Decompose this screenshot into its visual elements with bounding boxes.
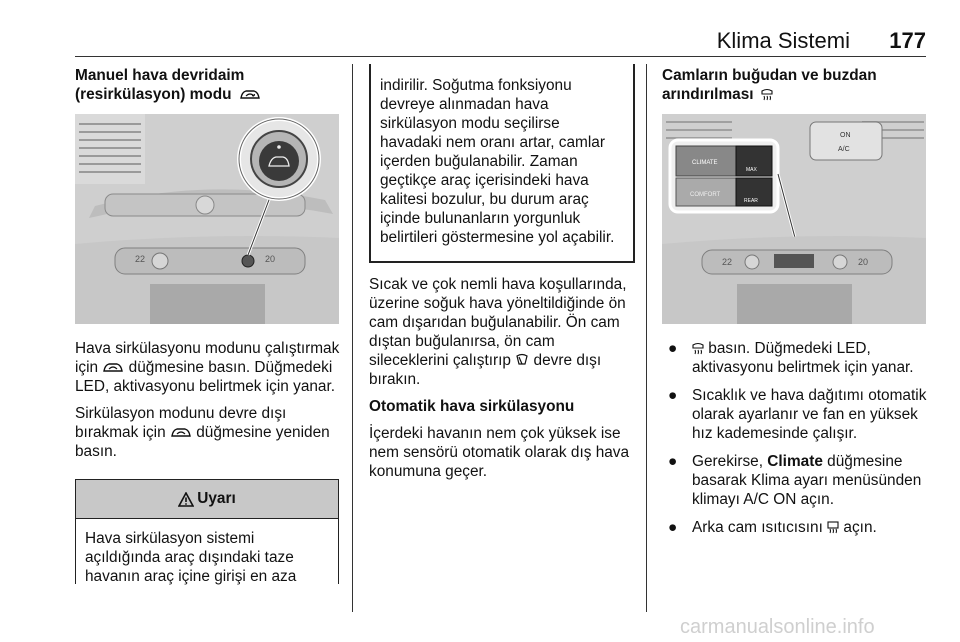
list-item: ● basın. Düğmedeki LED, aktivasyonu belirtmek için yanar. [668, 340, 914, 376]
column-divider-1 [352, 64, 353, 612]
rear-window-heater-icon [827, 520, 839, 534]
temp-left-label: 22 [135, 254, 146, 264]
car-recirculation-icon [170, 425, 192, 439]
warning-header [76, 480, 338, 519]
max-defrost-icon [692, 341, 704, 355]
left-body [75, 339, 343, 469]
warning-triangle-icon [178, 492, 194, 507]
middle-column [369, 275, 635, 489]
warning-continuation-box [369, 64, 635, 263]
defrost-heading: Camların buğudan ve buzdan arındırılması [662, 67, 877, 103]
list-item: ● Gerekirse, Climate düğmesine basarak Klima ayarı menüsünden klimayı A/C ON açın. [668, 453, 922, 508]
fig-ac-label: A/C [838, 146, 850, 153]
dashboard-illustration [75, 114, 339, 324]
fig-max-label: MAX [746, 167, 757, 173]
auto-recirc-heading: Otomatik hava sirkülasyonu [369, 398, 575, 415]
fog-paragraph: Sıcak ve çok nemli hava koşullarında, üzerine soğuk hava yöneltildiğinde ön cam dışarıdan buğulanabilir. Ön cam dıştan buğulanırsa, ön cam sileceklerini çalıştırıp devre dışı bırakın. [369, 276, 627, 388]
defrost-steps [662, 339, 927, 546]
fig-rear-label: REAR [744, 198, 758, 204]
windshield-wiper-icon [515, 353, 529, 367]
bullet: ● [668, 387, 678, 404]
defrost-step-list [662, 339, 927, 537]
list-item: ● Sıcaklık ve hava dağıtımı otomatik olarak ayarlanır ve fan en yüksek hız kademesinde çalışır. [668, 387, 927, 442]
section-title: Klima Sistemi [716, 28, 850, 53]
max-defrost-icon [761, 87, 773, 101]
car-recirculation-icon [102, 360, 124, 374]
auto-recirc-paragraph: İçerdeki havanın nem çok yüksek ise nem sensörü otomatik olarak dış hava konumuna geçer. [369, 425, 630, 480]
recirc-heading: Manuel hava devridaim (resirkülasyon) modu [75, 66, 343, 104]
recirc-button-figure [75, 114, 339, 324]
temp-right-label: 20 [858, 257, 869, 267]
bullet: ● [668, 519, 678, 536]
recirc-off-paragraph: Sirkülasyon modunu devre dışı bırakmak için düğmesine yeniden basın. [75, 405, 330, 460]
bullet: ● [668, 453, 678, 470]
warning-text: Hava sirkülasyon sistemi açıldığında araç dışındaki taze havanın araç içine girişi en aza [85, 530, 297, 585]
recirc-on-paragraph: Hava sirkülasyonu modunu çalıştırmak için düğmesine basın. Düğmedeki LED, aktivasyonu belirtmek için yanar. [75, 340, 340, 395]
fig-climate-label: CLIMATE [692, 160, 718, 166]
list-item: ● Arka cam ısıtıcısını açın. [668, 519, 877, 536]
temp-left-label: 22 [722, 257, 733, 267]
fig-on-label: ON [840, 132, 851, 139]
page-header [660, 28, 926, 56]
right-column [662, 66, 927, 112]
fig-comfort-label: COMFORT [690, 192, 721, 198]
warning-continuation-text: indirilir. Soğutma fonksiyonu devreye alınmadan hava sirkülasyon modu seçilirse havadaki nem oranı artar, camlar içerden buğulanabilir. Zaman geçtikçe araç içerisindeki hava kalitesi bozulur, bu durum araç içinde bulunanların yorgunluk belirtileri göstermesine yol açabilir. [380, 77, 615, 246]
warning-box [75, 479, 339, 584]
watermark: carmanualsonline.info [680, 616, 875, 638]
warning-title: Uyarı [197, 490, 236, 507]
defrost-button-figure [662, 114, 926, 324]
header-rule [75, 56, 926, 57]
page-number: 177 [889, 28, 926, 53]
climate-button-name: Climate [767, 453, 823, 470]
car-recirculation-icon [239, 87, 261, 101]
column-divider-2 [646, 64, 647, 612]
climate-panel-illustration [662, 114, 926, 324]
temp-right-label: 20 [265, 254, 276, 264]
bullet: ● [668, 340, 678, 357]
left-column [75, 66, 343, 112]
